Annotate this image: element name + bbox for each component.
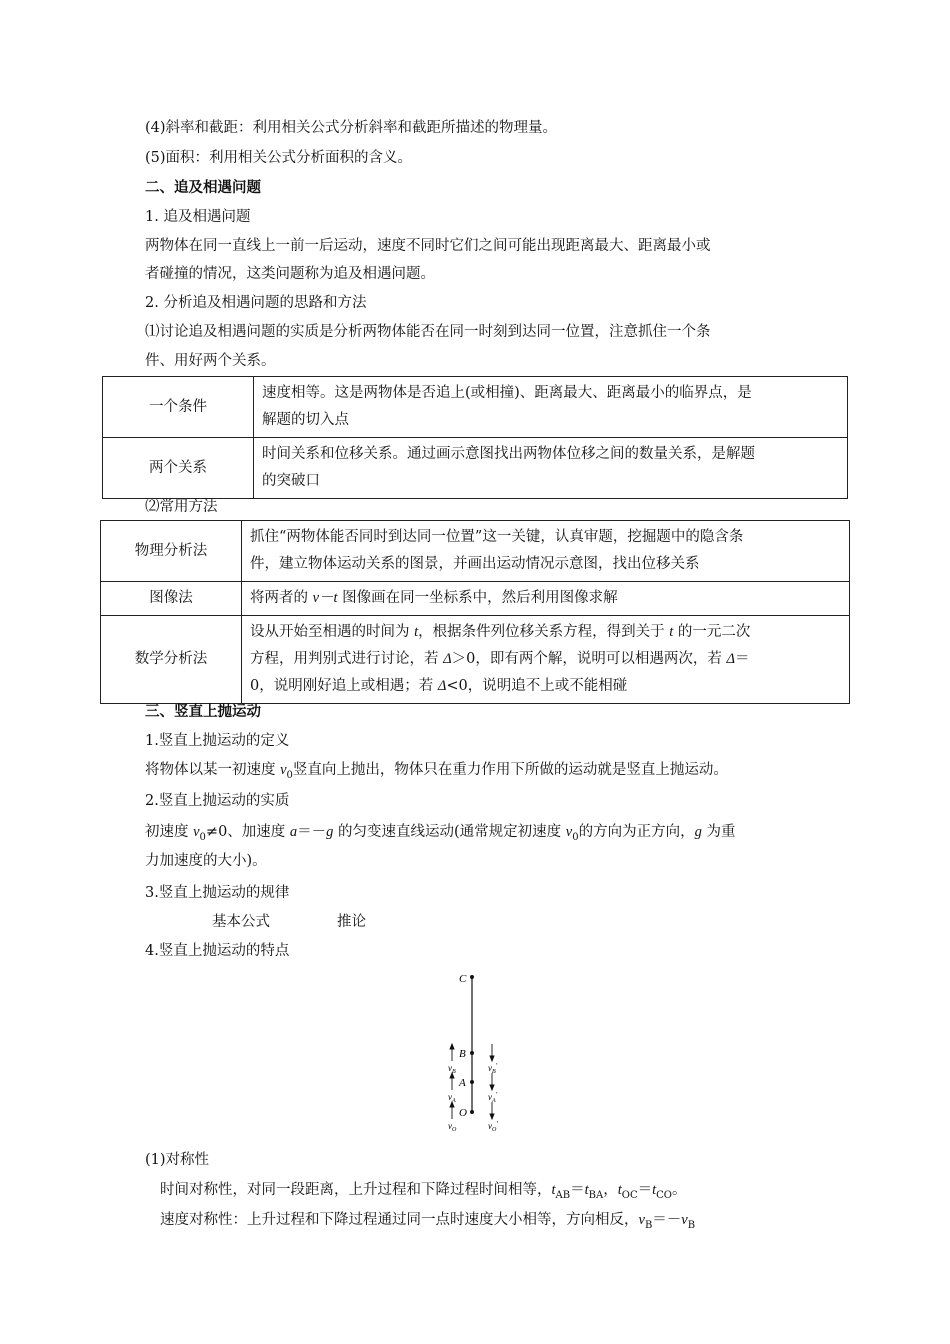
label-o: O [459, 1107, 467, 1119]
subheading-2-1: 1. 追及相遇问题 [145, 209, 251, 225]
subheading-3-1: 1.竖直上抛运动的定义 [145, 733, 290, 749]
text: 将两者的 [250, 590, 313, 606]
table-key-cell: 图像法 [101, 582, 242, 616]
cell-line: 的突破口 [262, 473, 320, 489]
text: 的一元二次 [673, 624, 751, 640]
cell-line: 抓住“两物体能否同时到达同一位置”这一关键，认真审题，挖掘题中的隐含条 [250, 529, 744, 545]
text: 方程，用判别式进行讨论，若 [250, 651, 444, 667]
table-key-cell: 一个条件 [103, 377, 254, 438]
math-var: Δ [443, 651, 452, 667]
subheading-2-2: 2. 分析追及相遇问题的思路和方法 [145, 295, 367, 311]
label-b: B [459, 1048, 466, 1060]
subheading-3-4: 4.竖直上抛运动的特点 [145, 943, 290, 959]
label-a: A [459, 1077, 466, 1089]
table-value-cell [242, 616, 850, 704]
table-value-cell [242, 521, 850, 582]
velocity-symmetry-text: 速度对称性：上升过程和下降过程通过同一点时速度大小相等，方向相反，$v_B=-v_B$ [160, 1212, 696, 1231]
description-line-1: 两物体在同一直线上一前一后运动，速度不同时它们之间可能出现距离最大、距离最小或 [145, 238, 711, 254]
math-var: t [669, 624, 674, 640]
point-a-dot [470, 1080, 474, 1084]
description-line-2: 者碰撞的情况，这类问题称为追及相遇问题。 [145, 266, 435, 282]
time-symmetry-text: 时间对称性，对同一段距离，上升过程和下降过程时间相等，$t_{AB}=t_{BA}$，$t_{OC}=t_{CO}$。 [160, 1182, 687, 1201]
table-row [101, 521, 850, 582]
essence-line-1: 初速度 $v_0\ne 0$、加速度 a＝－g 的匀变速直线运动(通常规定初速度 $v_0$的方向为正方向，g 为重 [145, 824, 736, 843]
table-value-cell [254, 377, 848, 438]
text: 设从开始至相遇的时间为 [250, 624, 415, 640]
subheading-3-3: 3.竖直上抛运动的规律 [145, 885, 290, 901]
law-column-corollary: 推论 [337, 914, 366, 930]
section-heading-3: 三、竖直上抛运动 [145, 703, 261, 720]
text: <0，说明追不上或不能相碰 [446, 678, 628, 694]
velocity-down-o: $v_O'$ [488, 1120, 498, 1133]
text: ，根据条件列位移关系方程，得到关于 [418, 624, 670, 640]
math-var: Δ [437, 678, 447, 694]
cell-line [250, 673, 841, 700]
symmetry-heading: (1)对称性 [145, 1152, 210, 1168]
cell-line [250, 619, 841, 646]
velocity-down-a: $v_A'$ [488, 1091, 498, 1104]
cell-line [250, 646, 841, 673]
point-o-dot [470, 1110, 474, 1114]
vertical-throw-figure [440, 968, 520, 1136]
text: ＝ [734, 651, 750, 667]
table-value-cell [254, 438, 848, 499]
subheading-3-2: 2.竖直上抛运动的实质 [145, 793, 290, 809]
label-c: C [459, 973, 467, 985]
velocity-up-a: $v_A$ [448, 1092, 456, 1104]
table-row [101, 616, 850, 704]
section-heading-2: 二、追及相遇问题 [145, 179, 261, 196]
text: 图像画在同一坐标系中，然后利用图像求解 [337, 590, 618, 606]
math-var: v－t [312, 590, 338, 606]
math-var: Δ [726, 651, 735, 667]
velocity-up-o: $v_O$ [448, 1121, 457, 1133]
table-row [101, 582, 850, 616]
item-1-line-1: ⑴讨论追及相遇问题的实质是分析两物体能否在同一时刻到达同一位置，注意抓住一个条 [145, 324, 711, 340]
table-row [103, 438, 848, 499]
math-var: t [414, 624, 419, 640]
text: 0，说明刚好追上或相遇；若 [250, 678, 438, 694]
text: ＞0，即有两个解，说明可以相遇两次，若 [451, 651, 727, 667]
item-1-line-2: 件、用好两个关系。 [145, 353, 276, 369]
point-b-dot [470, 1051, 474, 1055]
cell-line: 解题的切入点 [262, 412, 349, 428]
paragraph-slope-intercept: (4)斜率和截距：利用相关公式分析斜率和截距所描述的物理量。 [145, 120, 558, 136]
essence-line-2: 力加速度的大小)。 [145, 853, 267, 869]
law-column-basic-formula: 基本公式 [212, 914, 270, 930]
point-c-dot [470, 975, 474, 979]
item-2: ⑵常用方法 [145, 499, 218, 515]
paragraph-area: (5)面积：利用相关公式分析面积的含义。 [145, 150, 413, 166]
definition-text: 将物体以某一初速度 $v_0$竖直向上抛出，物体只在重力作用下所做的运动就是竖直上抛运动。 [145, 762, 728, 781]
velocity-down-b: $v_B'$ [488, 1062, 498, 1075]
table-key-cell: 数学分析法 [101, 616, 242, 704]
table-key-cell: 物理分析法 [101, 521, 242, 582]
velocity-up-b: $v_B$ [448, 1063, 456, 1075]
table-value-cell [242, 582, 850, 616]
table-key-cell: 两个关系 [103, 438, 254, 499]
table-row [103, 377, 848, 438]
conditions-table [102, 376, 848, 499]
methods-table [100, 520, 850, 704]
cell-line: 件，建立物体运动关系的图景，并画出运动情况示意图，找出位移关系 [250, 556, 700, 572]
cell-line: 时间关系和位移关系。通过画示意图找出两物体位移之间的数量关系，是解题 [262, 446, 755, 462]
cell-line: 速度相等。这是两物体是否追上(或相撞)、距离最大、距离最小的临界点，是 [262, 385, 752, 401]
